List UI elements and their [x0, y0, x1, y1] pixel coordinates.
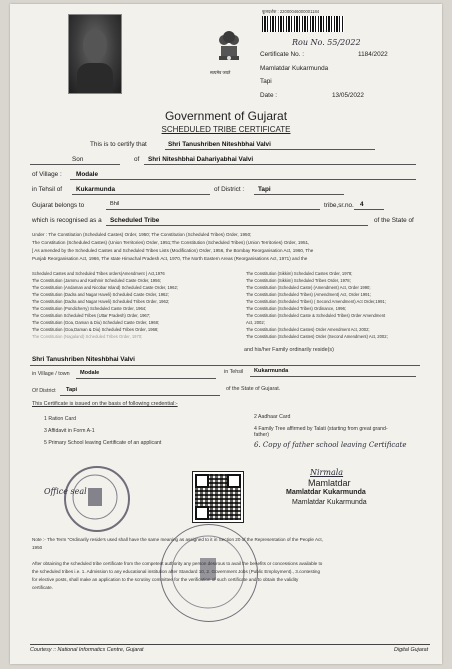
government-title: Government of Gujarat	[164, 109, 288, 123]
order-right-8: Act, 2002;	[246, 320, 265, 325]
qr-code	[193, 472, 243, 522]
office-name: Mamlatdar Kukarmunda	[260, 65, 329, 72]
photo-face	[83, 29, 107, 61]
credential-3: 3 Affidavit in Form A-1	[44, 428, 95, 434]
son-label: Son	[72, 156, 84, 163]
signature-line-3: Mamlatdar Kukarmunda	[292, 499, 367, 506]
handwritten-reference: Rou No. 55/2022	[292, 38, 361, 47]
footer-digital-gujarat: Digital Gujarat	[394, 647, 429, 653]
order-left-10: The Constitution (Nagaland) Scheduled Tribes Order, 1970;	[32, 334, 143, 339]
district-label: of District :	[214, 186, 245, 193]
village-label: of Village :	[32, 171, 62, 178]
tehsil-label: in Tehsil of	[32, 186, 63, 193]
office-seal-label: Office seal	[44, 487, 87, 496]
footer-divider	[30, 644, 430, 645]
photo-body	[77, 63, 113, 93]
certificate-page	[10, 4, 442, 664]
credential-1: 1 Ration Card	[44, 416, 77, 422]
order-left-1: Scheduled Castes and Scheduled Tribes orders(Amendment ) Act,1976	[32, 271, 165, 276]
of-state-label: of the State of Gujarat.	[226, 386, 281, 392]
district-value: Tapi	[258, 186, 271, 193]
under-line-2: The Constitution (Scheduled Castes) (Union Territories) Order, 1951;The Constitution (Scheduled Tribes) (Union Territories) Order, 1951,	[32, 240, 310, 245]
signature-line-2: Mamlatdar Kukarmunda	[286, 489, 366, 496]
tribe-sr-value: 4	[360, 201, 364, 208]
in-village-label: in Village / town	[32, 371, 70, 377]
in-tehsil-label: in Tehsil	[224, 369, 244, 375]
credential-5: 5 Primary School leaving Certificate of an applicant	[44, 440, 162, 446]
order-left-4: The Constitution (Dadra and Nagar Haveli) Scheduled Caste Order, 1962;	[32, 292, 169, 297]
of-district-value: Tapi	[66, 387, 78, 393]
family-name: Shri Tanushriben Niteshbhai Valvi	[32, 356, 135, 363]
office-seal-stamp	[64, 466, 130, 532]
order-right-4: The Constitution (Scheduled Tribes) (Amendment) Act, Order 1991;	[246, 292, 371, 297]
under-line-3: [ As amended by the Scheduled Castes and Scheduled Tribes Lists (Modification) Order, 1956, the Bombay Reorganisation Act, 1960, The	[32, 248, 314, 253]
issued-text: This Certificate is issued on the basis of following credential:-	[32, 401, 178, 407]
order-left-7: The Constitution Scheduled Tribes (Uttar Pradesh) Order, 1967;	[32, 313, 151, 318]
note-2-line-4: certificate.	[32, 585, 53, 590]
order-right-9: The Constitution (Scheduled Castes) Order Amendment Act, 2002;	[246, 327, 370, 332]
state-belongs-label: Gujarat belongs to	[32, 202, 85, 209]
village-value: Modale	[76, 171, 99, 178]
note-1b: 1950	[32, 545, 43, 550]
of-label: of	[134, 156, 140, 163]
national-emblem-icon	[215, 28, 243, 68]
handwritten-credential-6: 6. Copy of father school leaving Certificate	[254, 441, 407, 449]
order-right-6: The Constitution (Scheduled Tribes) Ordinance, 1996;	[246, 306, 347, 311]
signature-title: Mamlatdar	[308, 478, 351, 488]
applicant-name: Shri Tanushriben Niteshbhai Valvi	[168, 141, 271, 148]
footer-courtesy: Courtesy :: National Informatics Centre, Gujarat	[30, 647, 144, 653]
date-label: Date :	[260, 92, 278, 99]
certificate-no-label: Certificate No. :	[260, 51, 305, 58]
tribe-value: Bhil	[110, 201, 120, 207]
signature-scribble: Nirmala	[310, 468, 344, 477]
order-right-5: The Constitution (Scheduled Tribes) ( Second Amendment) Act Order,1991;	[246, 299, 386, 304]
note-2-line-1: After obtaining the scheduled tribe certificate from the competent authority any person desirous to avail the benefits or concessions available to	[32, 561, 323, 566]
under-line-4: Punjab Reorganisation Act, 1966, The state Himachal Pradesh Act, 1970, The North Eastern Areas (Reorganisations Act, 1971) and the	[32, 256, 308, 261]
emblem-motto: सत्यमेव जयते	[210, 70, 231, 75]
order-right-3: The Constitution (Scheduled Caste) (Amendment) Act, Order 1990;	[246, 285, 371, 290]
barcode	[262, 16, 344, 32]
note-1: Note :- The Term "Ordinarily reside's used shall have the same meaning as assigned to it in Section 20 of the Representation of the People Act,	[32, 537, 323, 542]
applicant-photo	[68, 14, 122, 94]
order-left-2: The Constitution (Jammu and Kashmir Scheduled Caste Order, 1956;	[32, 278, 161, 283]
certify-text: This is to certify that	[90, 141, 147, 148]
office-district: Tapi	[260, 78, 272, 85]
order-right-1: The Constitution (Sikkim) Scheduled Castes Order, 1978;	[246, 271, 353, 276]
certificate-title: SCHEDULED TRIBE CERTIFICATE	[161, 125, 291, 134]
recognised-value: Scheduled Tribe	[110, 217, 160, 224]
under-line-1: Under : The Constitution (Scheduled Castes) Order, 1950; The Constitution (Scheduled Tribes) Order, 1950;	[32, 232, 252, 237]
credential-4: 4 Family Tree affirmed by Talati (starting from great grand-	[254, 426, 388, 432]
order-right-10: The Constitution (Scheduled Castes) Order (Second Amendment) Act, 2002;	[246, 334, 388, 339]
order-right-2: The Constitution (Sikkim) Scheduled Tribes Order, 1978;	[246, 278, 351, 283]
order-left-6: The Constitution (Pondicherry) Scheduled Caste Order, 1964;	[32, 306, 147, 311]
order-left-3: The Constitution (Andaman and Nicobar Island) Scheduled Caste Order, 1962;	[32, 285, 178, 290]
recognised-label: which is recognised as a	[32, 217, 102, 224]
credential-2: 2 Aadhaar Card	[254, 414, 291, 420]
certificate-no-value: 1184/2022	[358, 51, 388, 58]
state-suffix: of the State of	[374, 217, 414, 224]
note-2-line-2: the scheduled tribes i.e. 1. Admission to any educational institution after Standard 10, 2. Government Jobs (Public Employment)., 3.contesting	[32, 569, 321, 574]
order-right-7: The Constitution (Scheduled Caste & Scheduled Tribes) Order Amendment	[246, 313, 386, 318]
father-name: Shri Niteshbhai Dahariyabhai Valvi	[148, 156, 254, 163]
in-tehsil-value: Kukarmunda	[254, 368, 289, 374]
in-village-value: Modale	[80, 370, 100, 376]
tribe-sr-label: tribe,sr.no.	[324, 202, 354, 209]
order-left-8: The Constitution (Goa, Daman & Diu) Scheduled Caste Order, 1968;	[32, 320, 160, 325]
of-district-label: Of District	[32, 388, 56, 394]
order-left-5: The Constitution (Dadra and Nagar Haveli) Scheduled Tribes Order, 1962;	[32, 299, 170, 304]
date-value: 13/05/2022	[332, 92, 364, 99]
family-label: and his/her Family ordinarily reside(s)	[244, 347, 334, 353]
credential-4-cont: father)	[254, 432, 269, 438]
order-left-9: The Constitution (Goa,Daman & Diu) Scheduled Tribes Order, 1968;	[32, 327, 159, 332]
note-2-line-3: for elective posts, shall make an application to the scrutiny committee for the verification of such certificate and to obtain the validity	[32, 577, 299, 582]
tehsil-value: Kukarmunda	[76, 186, 116, 193]
barcode-number: कूलदर्शक : 22000046000001184	[262, 9, 320, 14]
